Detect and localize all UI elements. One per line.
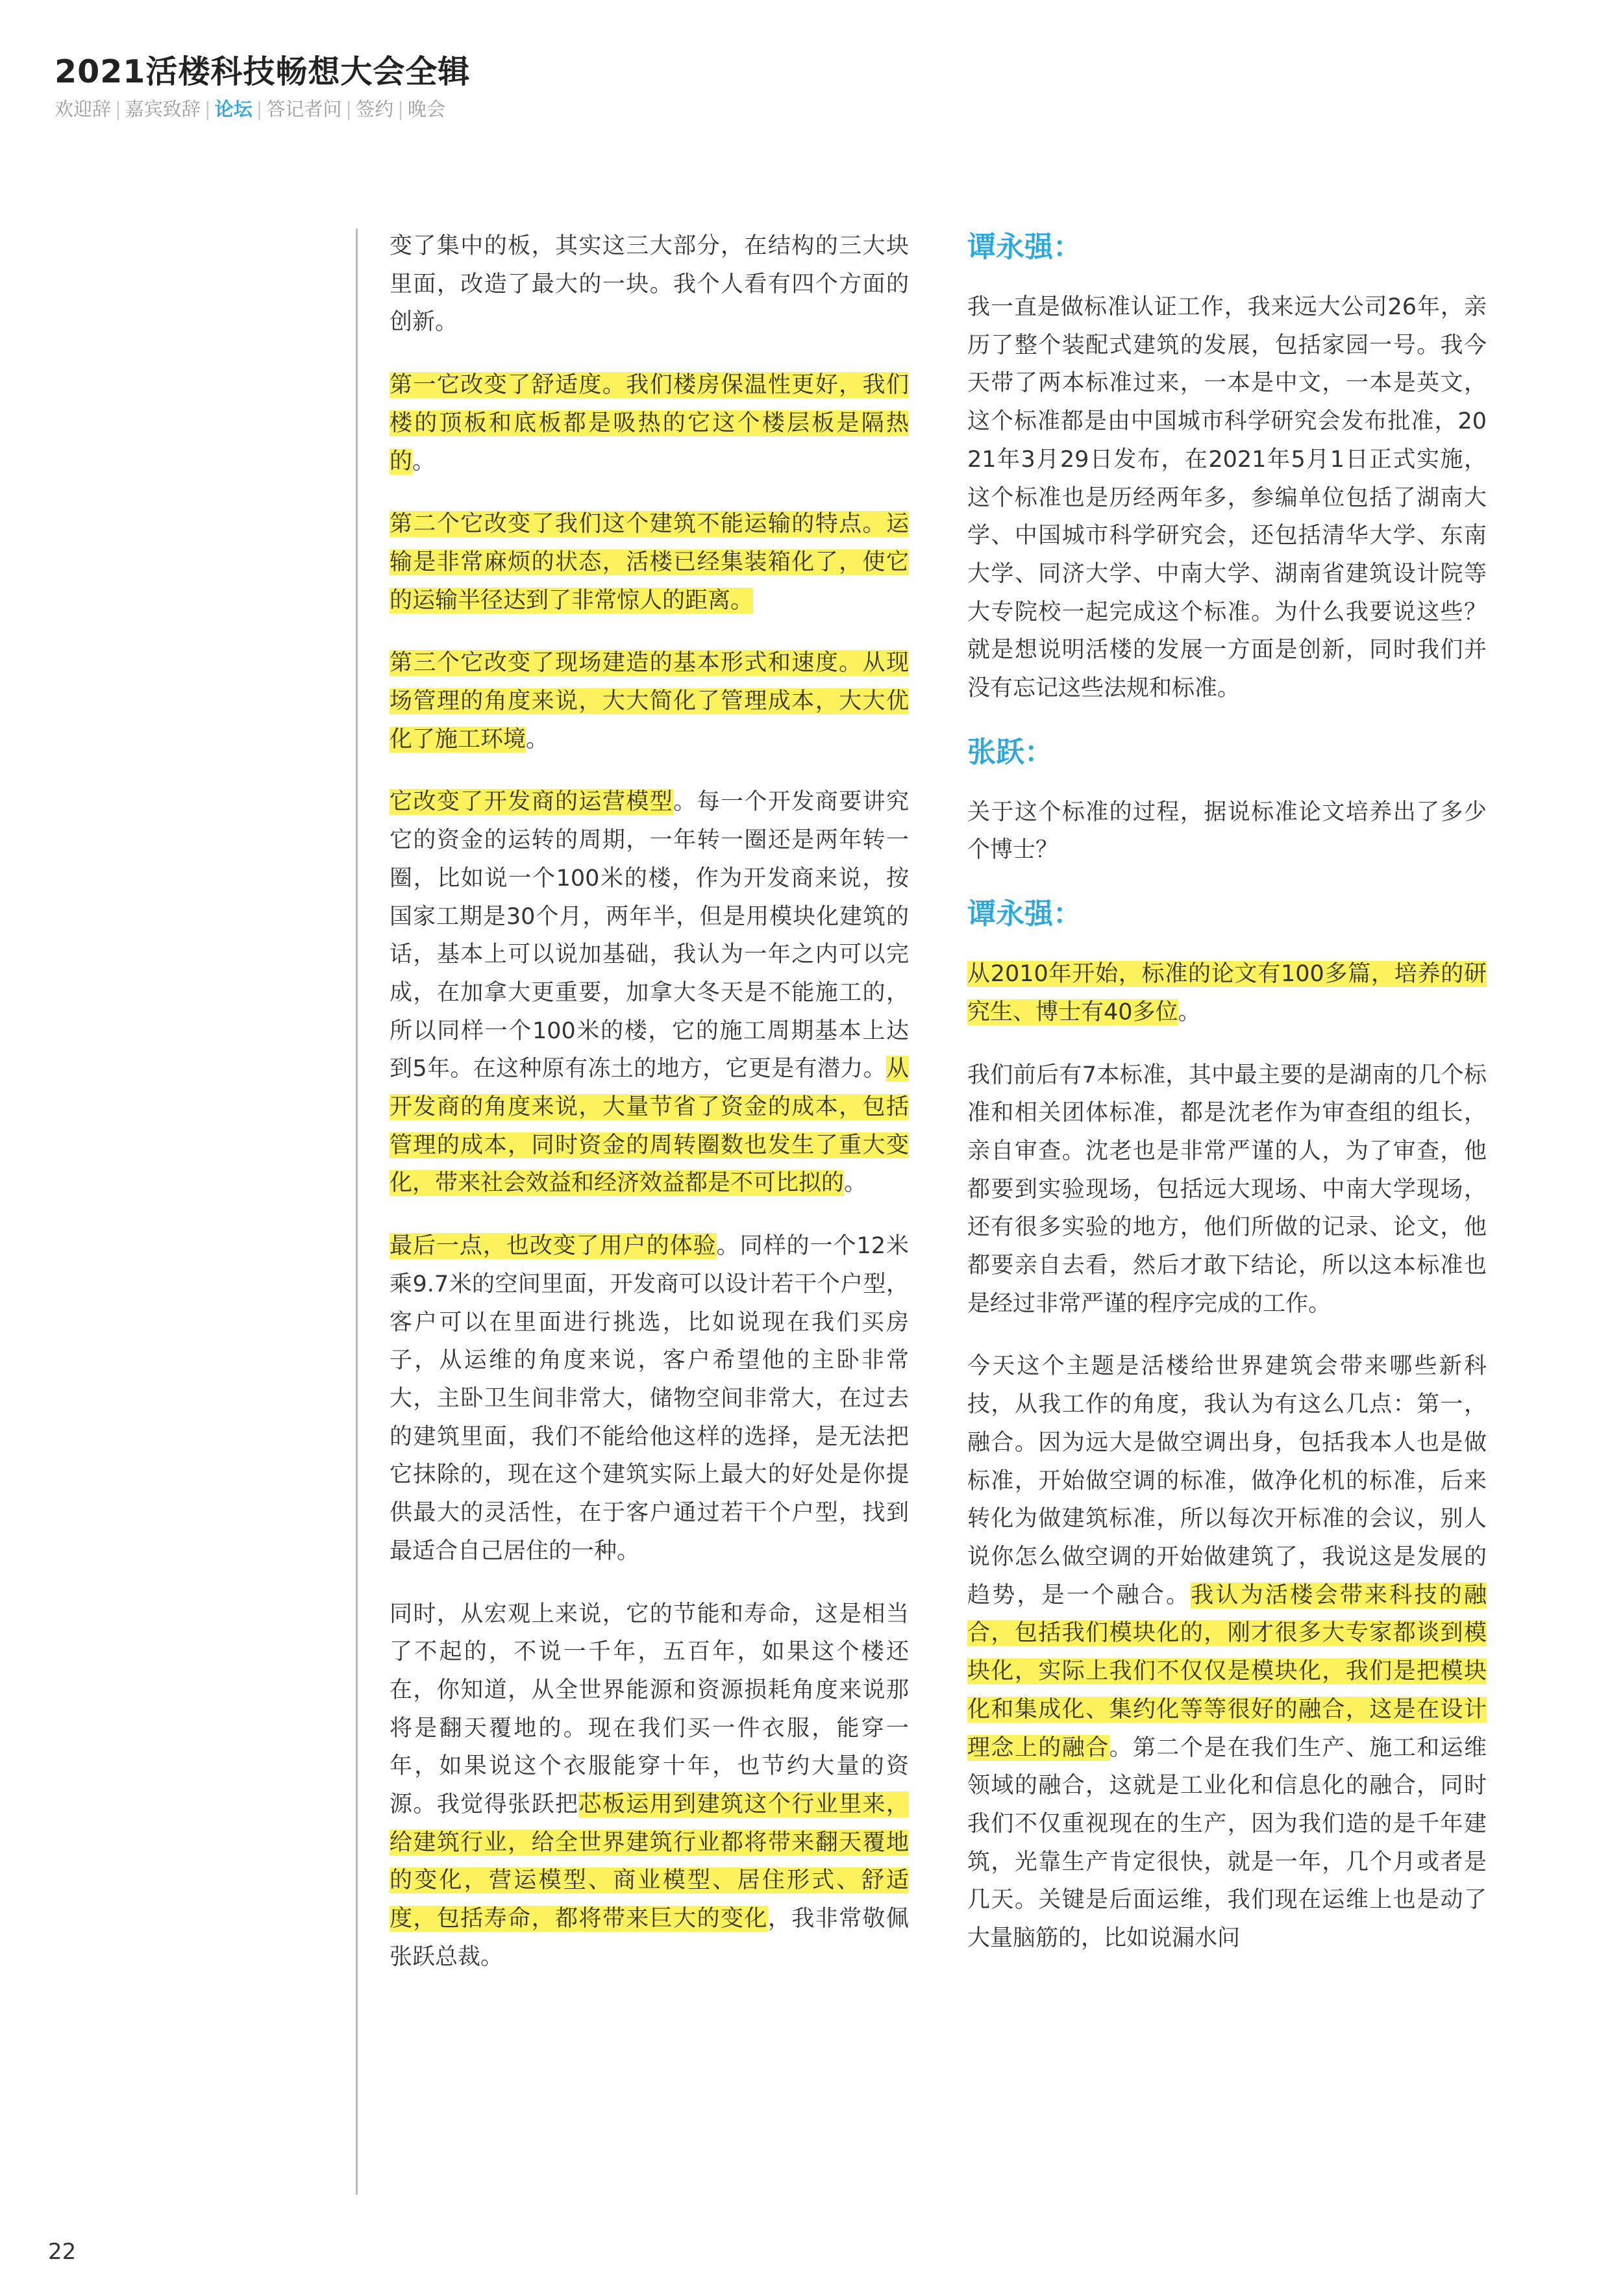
speaker-name: 谭永强： (967, 231, 1082, 264)
highlighted-text: 它改变了开发商的运营模型 (390, 789, 674, 816)
text-segment: 我们前后有7本标准，其中最主要的是湖南的几个标准和相关团体标准，都是沈老作为审查组的组长，亲自审查。沈老也是非常严谨的人，为了审查，他都要到实验现场，包括远大现场、中南大学现场，还有很多实验的地方，他们所做的记录、论文，他都要亲自去看，然后才敢下结论，所以这本标准也是经过非常严谨的程序完成的工作。 (967, 1062, 1487, 1317)
paragraph (390, 505, 909, 619)
text-segment: ，我非常敬佩张跃总裁。 (390, 1906, 909, 1970)
paragraph (967, 955, 1487, 1031)
text-segment: 变了集中的板，其实这三大部分，在结构的三大块里面，改造了最大的一块。我个人看有四个方面的创新。 (390, 233, 909, 336)
column-divider (356, 229, 358, 2195)
paragraph (390, 783, 909, 1203)
highlighted-text: 最后一点，也改变了用户的体验 (390, 1233, 717, 1260)
nav-item[interactable]: 论坛 (214, 98, 253, 120)
text-segment: 同时，从宏观上来说，它的节能和寿命，这是相当了不起的，不说一千年，五百年，如果这个楼还在，你知道，从全世界能源和资源损耗角度来说那将是翻天覆地的。现在我们买一件衣服，能穿一年，如果说这个衣服能穿十年，也节约大量的资源。我觉得张跃把 (390, 1601, 909, 1818)
right-column (967, 227, 1487, 1982)
text-segment: 。同样的一个12米乘9.7米的空间里面，开发商可以设计若干个户型，客户可以在里面进行挑选，比如说现在我们买房子，从运维的角度来说，客户希望他的主卧非常大，主卧卫生间非常大，储物空间非常大，在过去的建筑里面，我们不能给他这样的选择，是无法把它抹除的，现在这个建筑实际上最大的好处是你提供最大的灵活性，在于客户通过若干个户型，找到最适合自己居住的一种。 (390, 1233, 909, 1564)
text-segment: 。每一个开发商要讲究它的资金的运转的周期，一年转一圈还是两年转一圈，比如说一个100米的楼，作为开发商来说，按国家工期是30个月，两年半，但是用模块化建筑的话，基本上可以说加基础，我认为一年之内可以完成，在加拿大更重要，加拿大冬天是不能施工的，所以同样一个100米的楼，它的施工周期基本上达到5年。在这种原有冻土的地方，它更是有潜力。 (390, 789, 909, 1082)
nav-separator: | (397, 98, 404, 120)
paragraph (390, 227, 909, 342)
highlighted-text: 从2010年开始，标准的论文有100多篇，培养的研究生、博士有40多位 (967, 961, 1487, 1025)
text-segment: 。 (526, 726, 549, 753)
text-segment: 。 (1178, 999, 1201, 1025)
page-number: 22 (48, 2239, 77, 2265)
document-title: 2021活楼科技畅想大会全辑 (55, 53, 471, 90)
paragraph (390, 1595, 909, 1977)
text-segment: 今天这个主题是活楼给世界建筑会带来哪些新科技，从我工作的角度，我认为有这么几点：第一，融合。因为远大是做空调出身，包括我本人也是做标准，开始做空调的标准，做净化机的标准，后来转化为做建筑标准，所以每次开标准的会议，别人说你怎么做空调的开始做建筑了，我说这是发展的趋势，是一个融合。 (967, 1353, 1487, 1608)
nav-item[interactable]: 签约 (356, 98, 394, 120)
paragraph (390, 366, 909, 480)
highlighted-text: 从开发商的角度来说，大量节省了资金的成本，包括管理的成本，同时资金的周转圈数也发生了重大变化，带来社会效益和经济效益都是不可比拟的 (390, 1056, 909, 1197)
nav-item[interactable]: 晚会 (407, 98, 445, 120)
speaker-name: 谭永强： (967, 897, 1082, 931)
paragraph (967, 288, 1487, 708)
nav-item[interactable]: 欢迎辞 (55, 98, 112, 120)
highlighted-text: 我认为活楼会带来科技的融合，包括我们模块化的，刚才很多大专家都谈到模块化，实际上我们不仅仅是模块化，我们是把模块化和集成化、集约化等等很好的融合，这是在设计理念上的融合 (967, 1582, 1487, 1761)
paragraph (967, 1347, 1487, 1957)
text-segment: 关于这个标准的过程，据说标准论文培养出了多少个博士？ (967, 799, 1487, 864)
left-column (390, 227, 909, 2001)
text-segment: 。 (844, 1170, 867, 1197)
section-nav (55, 96, 470, 122)
paragraph (967, 1056, 1487, 1323)
paragraph (967, 793, 1487, 869)
speaker-name: 张跃： (967, 735, 1053, 769)
highlighted-text: 芯板运用到建筑这个行业里来，给建筑行业，给全世界建筑行业都将带来翻天覆地的变化，营运模型、商业模型、居住形式、舒适度，包括寿命，都将带来巨大的变化 (390, 1791, 909, 1932)
nav-separator: | (345, 98, 353, 120)
nav-item[interactable]: 答记者问 (266, 98, 342, 120)
highlighted-text: 第三个它改变了现场建造的基本形式和速度。从现场管理的角度来说，大大简化了管理成本，大大优化了施工环境 (390, 650, 909, 753)
paragraph (390, 644, 909, 758)
text-segment: 。 (412, 448, 436, 475)
paragraph (390, 1227, 909, 1570)
page-header (55, 49, 470, 122)
nav-item[interactable]: 嘉宾致辞 (125, 98, 201, 120)
highlighted-text: 第一它改变了舒适度。我们楼房保温性更好，我们楼的顶板和底板都是吸热的它这个楼层板是隔热的 (390, 372, 909, 475)
nav-separator: | (115, 98, 121, 120)
nav-separator: | (204, 98, 211, 120)
text-segment: 。第二个是在我们生产、施工和运维领域的融合，这就是工业化和信息化的融合，同时我们不仅重视现在的生产，因为我们造的是千年建筑，光靠生产肯定很快，就是一年，几个月或者是几天。关键是后面运维，我们现在运维上也是动了大量脑筋的，比如说漏水问 (967, 1734, 1487, 1952)
text-segment: 我一直是做标准认证工作，我来远大公司26年，亲历了整个装配式建筑的发展，包括家园一号。我今天带了两本标准过来，一本是中文，一本是英文，这个标准都是由中国城市科学研究会发布批准，2021年3月29日发布，在2021年5月1日正式实施，这个标准也是历经两年多，参编单位包括了湖南大学、中国城市科学研究会，还包括清华大学、东南大学、同济大学、中南大学、湖南省建筑设计院等大专院校一起完成这个标准。为什么我要说这些？就是想说明活楼的发展一方面是创新，同时我们并没有忘记这些法规和标准。 (967, 294, 1487, 702)
nav-separator: | (256, 98, 263, 120)
highlighted-text: 第二个它改变了我们这个建筑不能运输的特点。运输是非常麻烦的状态，活楼已经集装箱化了，使它的运输半径达到了非常惊人的距离。 (390, 511, 909, 614)
